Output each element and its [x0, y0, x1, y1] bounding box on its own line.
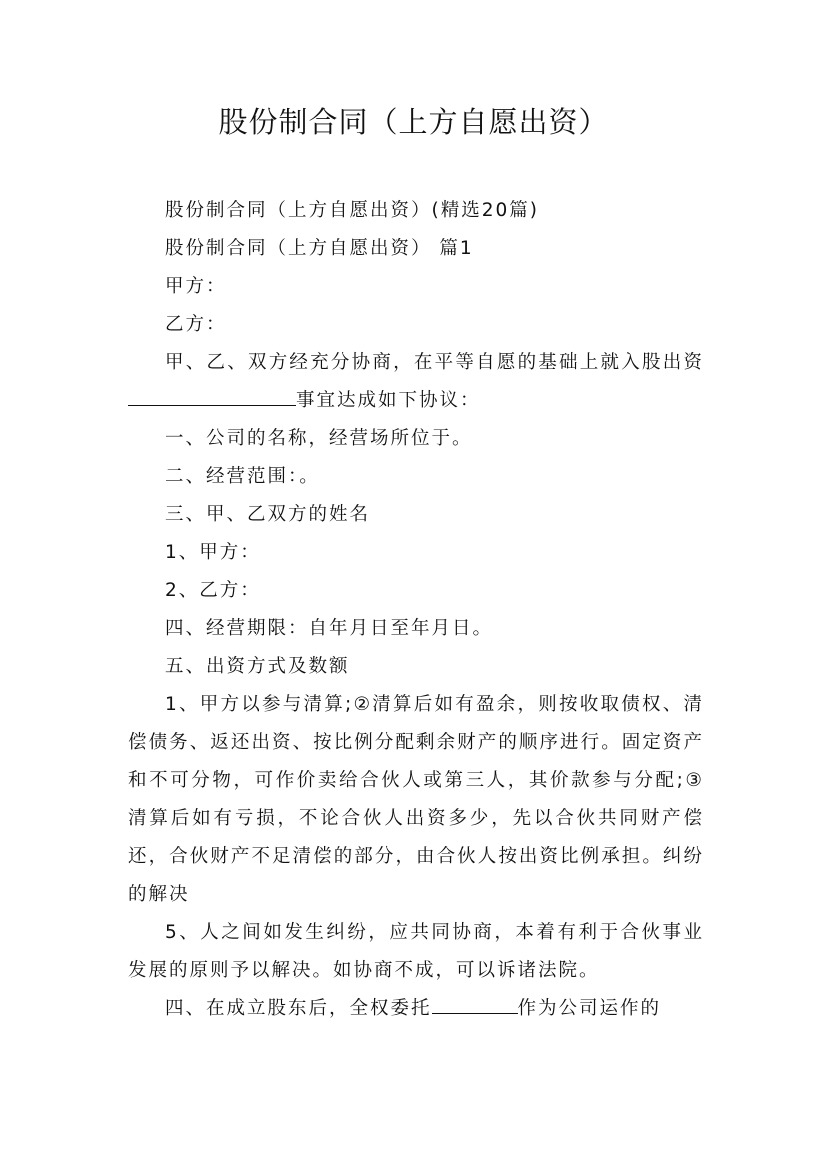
fill-in-blank-line — [128, 383, 296, 406]
paragraph-contribution-heading: 五、出资方式及数额 — [165, 656, 350, 677]
paragraph-party-b: 乙方： — [165, 314, 227, 335]
paragraph-delegation — [128, 990, 704, 1028]
paragraph-business-scope: 二、经营范围：。 — [165, 466, 320, 487]
delegation-text-end: 作为公司运作的 — [517, 998, 662, 1019]
delegation-text: 四、在成立股东后，全权委托 — [165, 998, 432, 1019]
paragraph-section-heading: 股份制合同（上方自愿出资） 篇1 — [165, 238, 474, 259]
paragraph-party-a: 甲方： — [165, 276, 227, 297]
paragraph-party-a-name: 1、甲方： — [165, 542, 261, 563]
document-body — [128, 192, 704, 1028]
paragraph-agreement-intro — [128, 344, 704, 420]
agreement-intro-text: 甲、乙、双方经充分协商，在平等自愿的基础上就入股出资 — [165, 352, 704, 373]
paragraph-liquidation: 1、甲方以参与清算;②清算后如有盈余，则按收取债权、清偿债务、返还出资、按比例分配剩余财产的顺序进行。固定资产和不可分物，可作价卖给合伙人或第三人，其价款参与分配;③清算后如有亏损，不论合伙人出资多少，先以合伙共同财产偿还，合伙财产不足清偿的部分，由合伙人按出资比例承担。纠纷的解决 — [128, 694, 704, 905]
paragraph-business-term: 四、经营期限：自年月日至年月日。 — [165, 618, 494, 639]
fill-in-blank-line — [432, 991, 518, 1014]
document-title: 股份制合同（上方自愿出资） — [218, 105, 609, 139]
paragraph-subtitle: 股份制合同（上方自愿出资）(精选20篇) — [165, 200, 539, 221]
agreement-intro-text-end: 事宜达成如下协议： — [296, 390, 481, 411]
paragraph-party-names: 三、甲、乙双方的姓名 — [165, 504, 371, 525]
paragraph-party-b-name: 2、乙方： — [165, 580, 261, 601]
paragraph-disputes: 5、人之间如发生纠纷，应共同协商，本着有利于合伙事业发展的原则予以解决。如协商不成，可以诉诸法院。 — [128, 922, 704, 981]
paragraph-company-name: 一、公司的名称，经营场所位于。 — [165, 428, 473, 449]
